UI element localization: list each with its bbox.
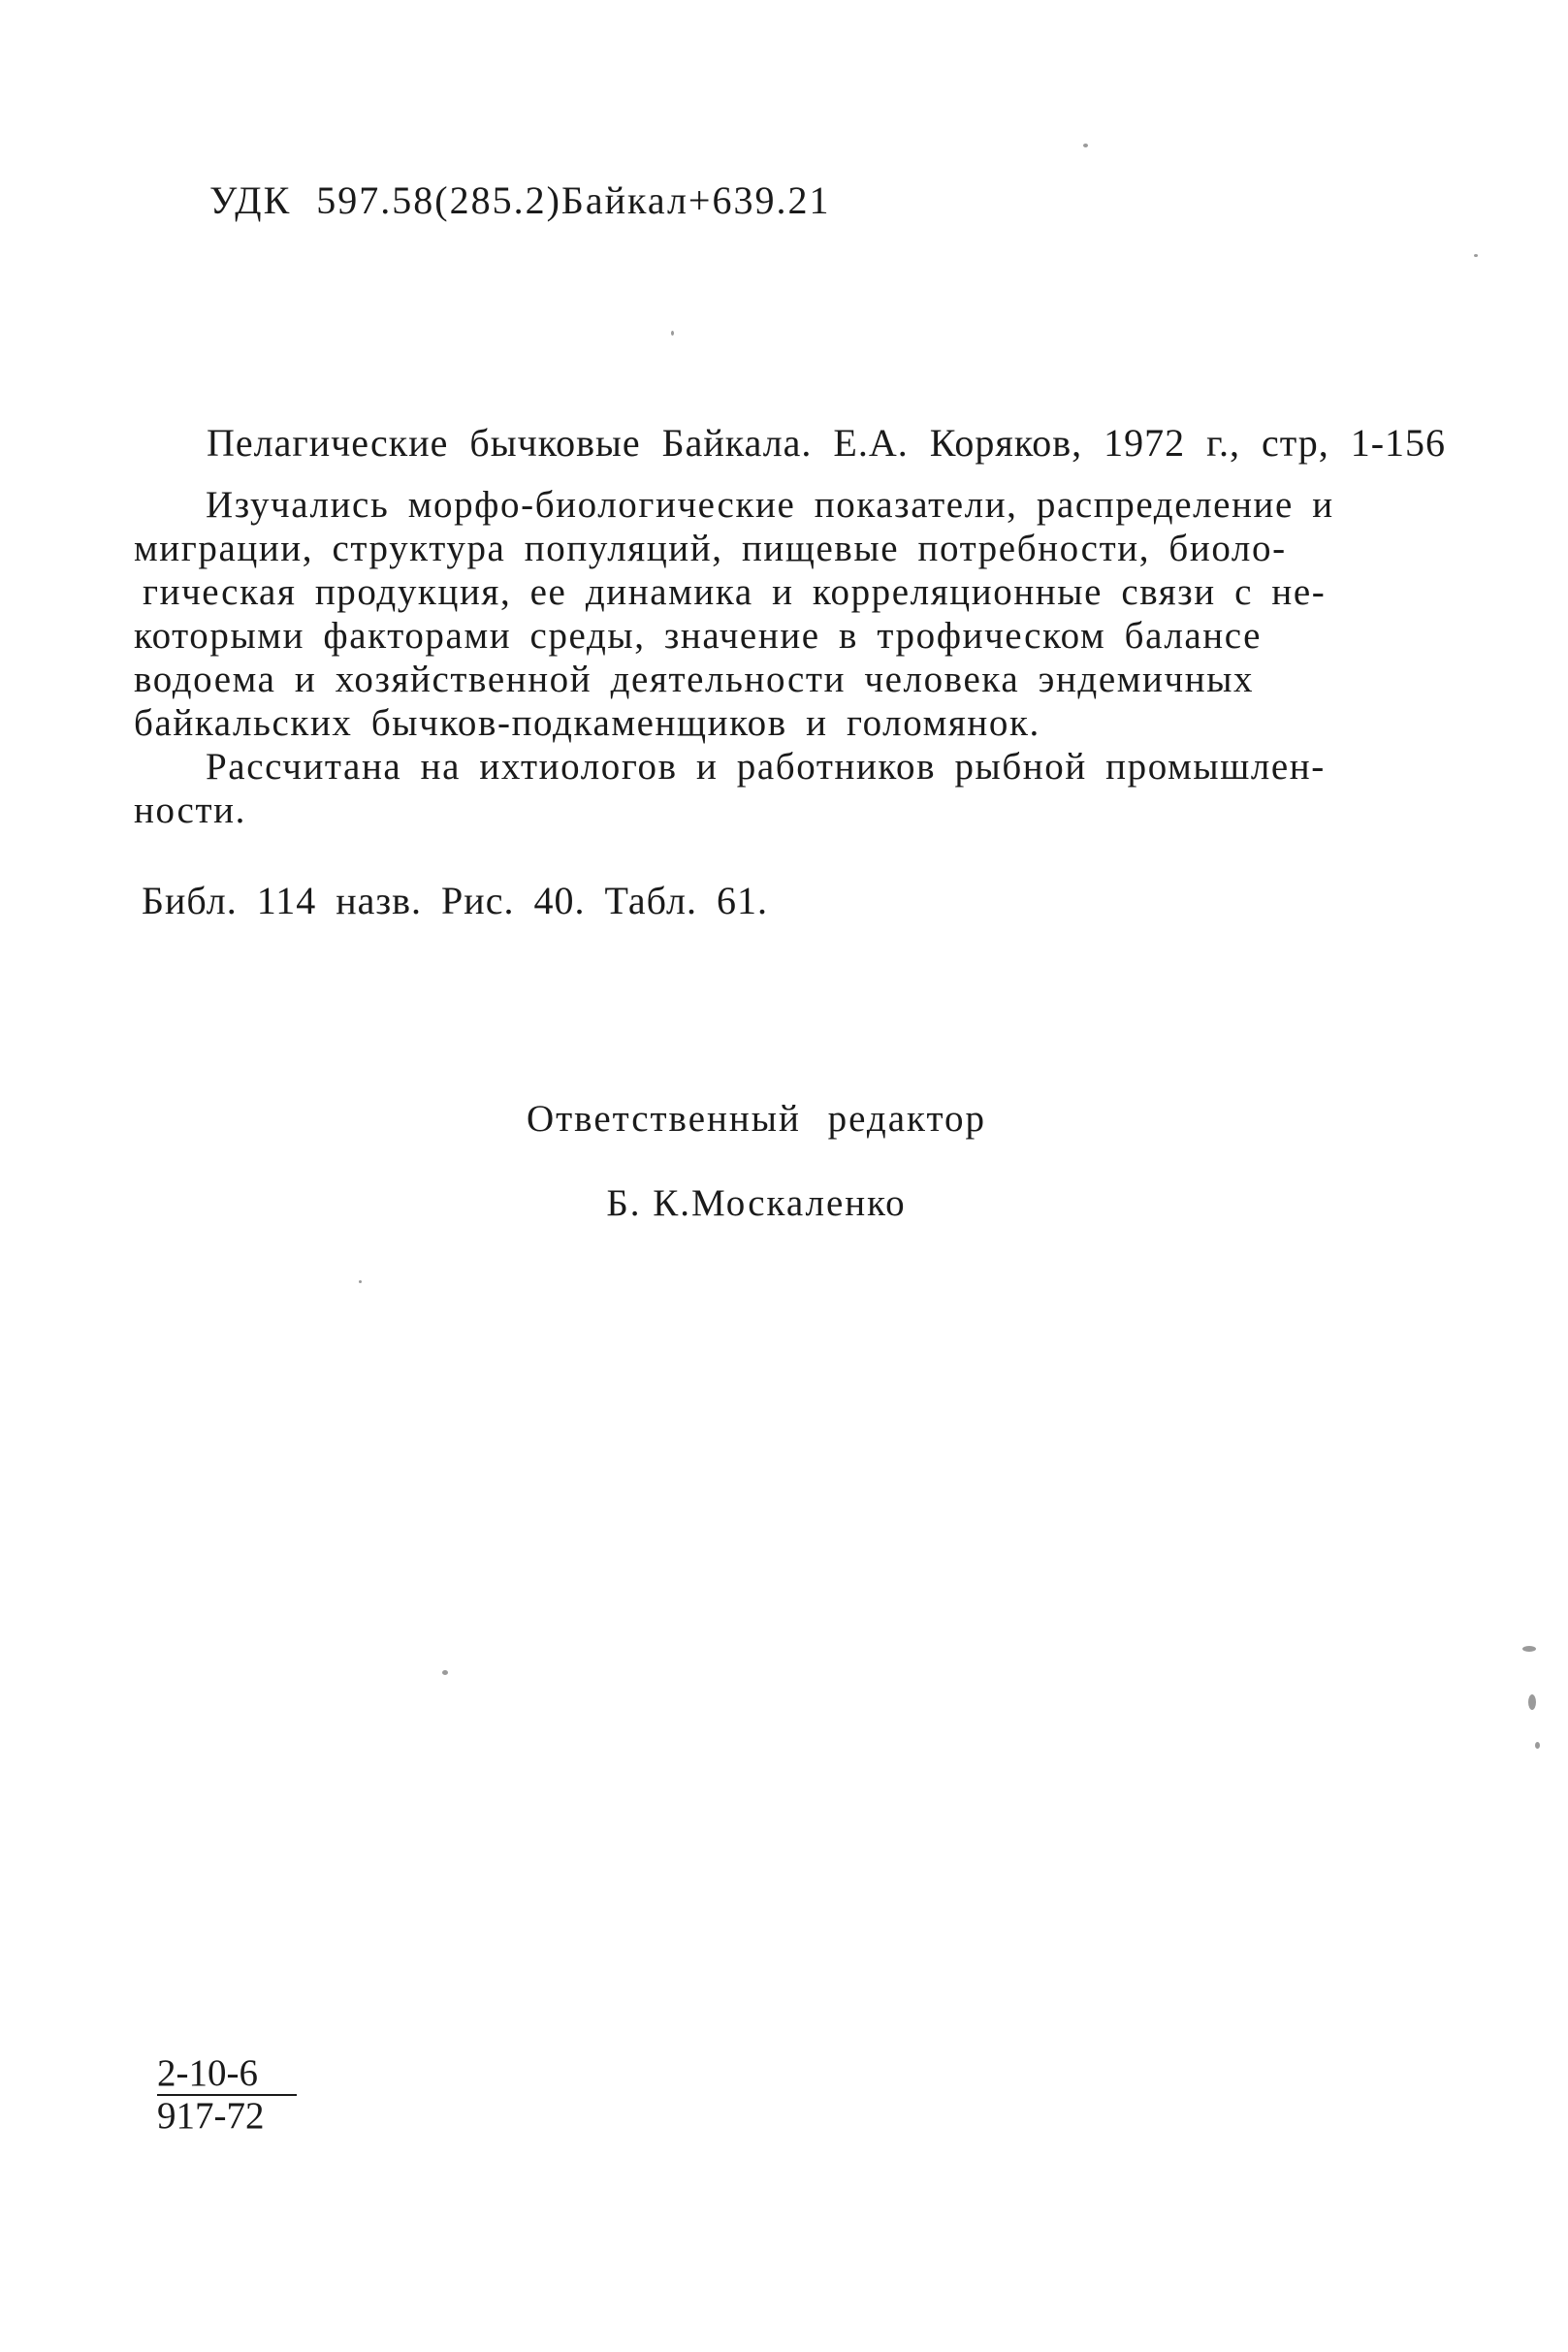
- abstract-line: байкальских бычков-подкаменщиков и голомянок.: [134, 702, 1040, 744]
- index-code-denominator: 917-72: [157, 2095, 265, 2137]
- scan-speck: [1535, 1742, 1540, 1749]
- publication-index-code: [157, 2053, 297, 2137]
- editor-role: Ответственный редактор: [526, 1098, 987, 1140]
- abstract-line: ности.: [134, 789, 246, 831]
- editor-name: Б. К.Москаленко: [606, 1182, 907, 1224]
- abstract-paragraph: [134, 483, 1438, 832]
- abstract-line: Рассчитана на ихтиологов и работников рыбной промышлен-: [206, 746, 1326, 788]
- scan-speck: [359, 1280, 362, 1283]
- scan-speck: [1528, 1694, 1536, 1710]
- scan-speck: [1083, 144, 1088, 147]
- udc-classification: УДК 597.58(285.2)Байкал+639.21: [209, 178, 831, 222]
- scan-speck: [1474, 254, 1478, 257]
- index-code-numerator: 2-10-6: [157, 2053, 297, 2096]
- scan-speck: [442, 1670, 448, 1675]
- bibliographic-citation: Пелагические бычковые Байкала. Е.А. Коряков, 1972 г., стр, 1-156: [207, 421, 1447, 465]
- abstract-line: миграции, структура популяций, пищевые потребности, биоло-: [134, 528, 1287, 569]
- abstract-line: водоема и хозяйственной деятельности человека эндемичных: [134, 659, 1255, 700]
- abstract-line: которыми факторами среды, значение в трофическом балансе: [134, 615, 1263, 657]
- scan-speck: [1522, 1646, 1536, 1652]
- bibliography-summary: Библ. 114 назв. Рис. 40. Табл. 61.: [142, 879, 768, 922]
- abstract-line: Изучались морфо-биологические показатели, распределение и: [206, 484, 1334, 526]
- abstract-line: гическая продукция, ее динамика и корреляционные связи с не-: [143, 571, 1327, 613]
- scan-speck: [671, 331, 674, 336]
